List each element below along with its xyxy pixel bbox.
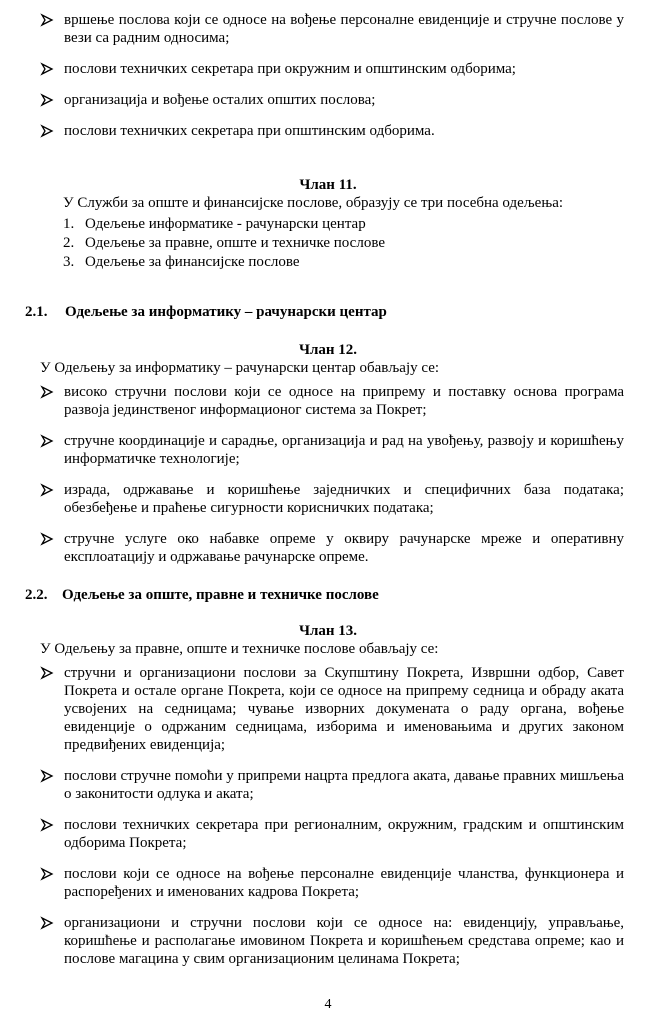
article-12-list (40, 383, 656, 566)
numbered-item (63, 234, 656, 252)
list-item-text: послови техничких секретара при регионалним, окружним, градским и општинским одборима Покрета; (64, 817, 624, 851)
list-item (40, 11, 624, 47)
list-item (40, 865, 624, 901)
arrow-bullet-icon (40, 481, 56, 499)
list-item-text: стручни и организациони послови за Скупштину Покрета, Извршни одбор, Савет Покрета и остале органе Покрета, који се односе на припрему седница и обраду аката усвојених на седницама; чување изворних докумената о раду органа, вођење евиденције о одржаним седницама, изборима и именовањима и других законом предвиђених евиденција; (64, 665, 624, 753)
section-2-2-number: 2.2. (25, 587, 48, 603)
article-12 (0, 341, 656, 377)
arrow-bullet-icon (40, 664, 56, 682)
numbered-item (63, 215, 656, 233)
list-item-text: израда, одржавање и коришћење заједничких и специфичних база података; обезбеђење и праћење сигурности корисничких података; (64, 482, 624, 516)
list-item (40, 767, 624, 803)
list-item-text: послови који се односе на вођење персоналне евиденције чланства, функционера и распоређених и именованих кадрова Покрета; (64, 866, 624, 900)
list-item-text: стручне услуге око набавке опреме у оквиру рачунарске мреже и оперативну експлоатацију и одржавање рачунарске опреме. (64, 531, 624, 565)
list-item-text: високо стручни послови који се односе на припрему и поставку основа програма развоја јединственог информационог система за Покрет; (64, 384, 624, 418)
list-item-text: стручне координације и сарадње, организација и рад на увођењу, развоју и коришћењу информатичке технологије; (64, 433, 624, 467)
top-bullet-list (40, 11, 656, 140)
list-item (40, 432, 624, 468)
list-item (40, 914, 624, 968)
section-2-2-title: Одељење за опште, правне и техничке послове (62, 587, 379, 603)
arrow-bullet-icon (40, 122, 56, 140)
section-2-1-number: 2.1. (25, 304, 48, 320)
article-11-intro: У Служби за опште и финансијске послове, образују се три посебна одељења: (63, 195, 564, 211)
list-item (40, 383, 624, 419)
arrow-bullet-icon (40, 914, 56, 932)
list-item-text: послови техничких секретара при окружним и општинским одборима; (64, 61, 516, 77)
item-text: Одељење за финансијске послове (85, 254, 300, 270)
numbered-item (63, 253, 656, 271)
list-item (40, 60, 624, 78)
list-item-text: организациони и стручни послови који се односе на: евиденцију, управљање, коришћење и располагање имовином Покрета и коришћењем средстава опреме; као и послове магацина у свим организационим целинама Покрета; (64, 915, 624, 967)
item-text: Одељење информатике - рачунарски центар (85, 216, 366, 232)
arrow-bullet-icon (40, 91, 56, 109)
article-13-title: Члан 13. (298, 623, 358, 639)
arrow-bullet-icon (40, 60, 56, 78)
article-12-intro: У Одељењу за информатику – рачунарски центар обављају се: (40, 360, 440, 376)
list-item-text: послови техничких секретара при општинским одборима. (64, 123, 435, 139)
list-item-text: вршење послова који се односе на вођење персоналне евиденције и стручне послове у вези са радним односима; (64, 12, 624, 46)
page-number: 4 (324, 997, 332, 1012)
list-item (40, 664, 624, 754)
item-number: 2. (63, 235, 75, 251)
list-item (40, 481, 624, 517)
article-12-title: Члан 12. (298, 342, 358, 358)
arrow-bullet-icon (40, 530, 56, 548)
article-13-intro: У Одељењу за правне, опште и техничке послове обављају се: (40, 641, 439, 657)
arrow-bullet-icon (40, 11, 56, 29)
arrow-bullet-icon (40, 767, 56, 785)
section-2-1-title: Одељење за информатику – рачунарски центар (65, 304, 387, 320)
arrow-bullet-icon (40, 865, 56, 883)
arrow-bullet-icon (40, 383, 56, 401)
list-item (40, 122, 624, 140)
list-item (40, 530, 624, 566)
article-11 (0, 176, 656, 271)
article-11-list (63, 215, 656, 271)
article-11-title: Члан 11. (299, 177, 357, 193)
list-item (40, 91, 624, 109)
list-item-text: послови стручне помоћи у припреми нацрта предлога аката, давање правних мишљења о законитости одлука и аката; (64, 768, 624, 802)
item-text: Одељење за правне, опште и техничке послове (85, 235, 385, 251)
list-item-text: организација и вођење осталих општих послова; (64, 92, 376, 108)
arrow-bullet-icon (40, 816, 56, 834)
item-number: 3. (63, 254, 75, 270)
list-item (40, 816, 624, 852)
item-number: 1. (63, 216, 75, 232)
article-13 (0, 622, 656, 658)
article-13-list (40, 664, 656, 968)
arrow-bullet-icon (40, 432, 56, 450)
